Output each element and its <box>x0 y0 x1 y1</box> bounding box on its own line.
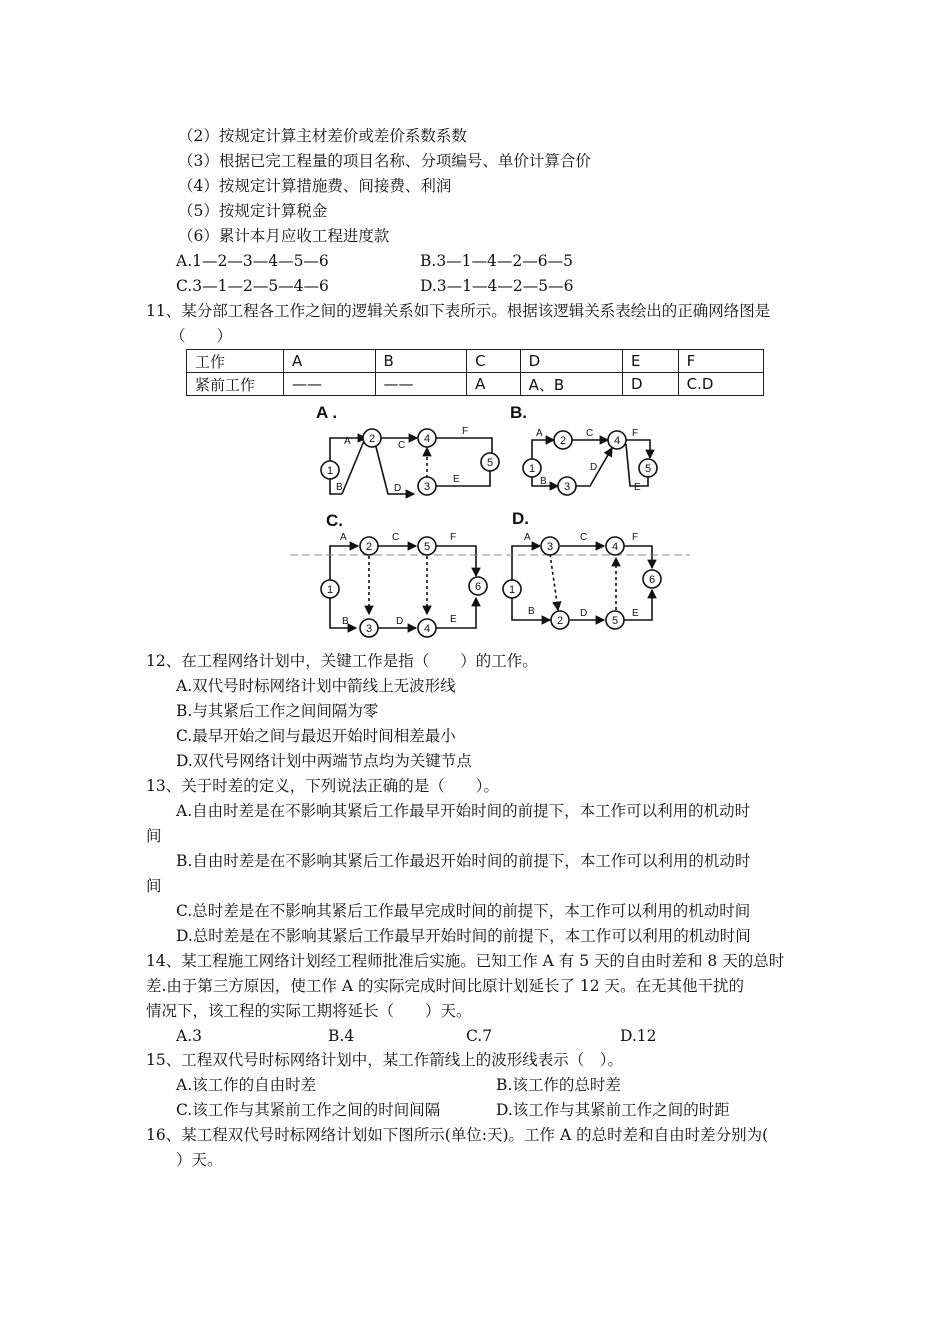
q12-option-d: D.双代号网络计划中两端节点均为关键节点 <box>176 752 472 770</box>
work-label: D <box>590 462 598 473</box>
work-label: E <box>450 614 457 625</box>
node-label: 3 <box>423 481 431 493</box>
table-cell: C.D <box>678 373 763 396</box>
option-b-label: B. <box>510 403 527 422</box>
work-label: C <box>392 532 400 543</box>
table-cell: —— <box>284 373 376 396</box>
q15-option-c: C.该工作与其紧前工作之间的时间间隔 <box>176 1101 441 1119</box>
work-label: D <box>580 608 588 619</box>
option-a-label: A . <box>316 403 338 422</box>
q14-option-b: B.4 <box>328 1027 355 1045</box>
q14-stem-2: 差.由于第三方原因，使工作 A 的实际完成时间比原计划延长了 12 天。在无其他干扰的 <box>146 977 745 995</box>
work-label: D <box>394 483 402 494</box>
q15-option-a: A.该工作的自由时差 <box>176 1076 317 1094</box>
work-label: C <box>398 440 406 451</box>
item-6: （6）累计本月应收工程进度款 <box>178 227 390 245</box>
table-cell: B <box>375 350 467 373</box>
q12-option-b: B.与其紧后工作之间间隔为零 <box>176 702 379 720</box>
table-cell: A <box>467 373 521 396</box>
node-label: 1 <box>508 584 516 596</box>
work-label: E <box>634 482 641 493</box>
node-label: 1 <box>326 465 334 477</box>
q14-option-d: D.12 <box>620 1027 657 1045</box>
work-label: A <box>340 532 347 543</box>
work-label: C <box>586 428 594 439</box>
node-label: 2 <box>365 541 373 553</box>
option-d-label: D. <box>512 509 529 528</box>
table-header: 紧前工作 <box>187 373 284 396</box>
item-3: （3）根据已完工程量的项目名称、分项编号、单价计算合价 <box>178 152 591 170</box>
work-label: C <box>580 532 588 543</box>
work-label: A <box>344 436 351 447</box>
table-cell: A、B <box>520 373 622 396</box>
q11-stem: 11、某分部工程各工作之间的逻辑关系如下表所示。根据该逻辑关系表绘出的正确网络图是 <box>146 302 771 320</box>
q13-option-c: C.总时差是在不影响其紧后工作最早完成时间的前提下，本工作可以利用的机动时间 <box>176 902 751 920</box>
q14-option-a: A.3 <box>176 1027 202 1045</box>
q15-option-d: D.该工作与其紧前工作之间的时距 <box>496 1101 730 1119</box>
q15-option-b: B.该工作的总时差 <box>496 1076 621 1094</box>
q13-option-a: A.自由时差是在不影响其紧后工作最早开始时间的前提下，本工作可以利用的机动时 <box>176 802 751 820</box>
q13-option-b: B.自由时差是在不影响其紧后工作最迟开始时间的前提下，本工作可以利用的机动时 <box>176 852 751 870</box>
work-label: B <box>540 476 547 487</box>
q10-option-d: D.3—1—4—2—5—6 <box>420 277 574 295</box>
work-label: B <box>336 482 343 493</box>
logic-table <box>186 349 764 396</box>
q13-option-a-cont: 间 <box>146 827 162 845</box>
node-label: 5 <box>423 541 431 553</box>
table-cell: D <box>520 350 622 373</box>
table-cell: E <box>623 350 679 373</box>
q12-option-a: A.双代号时标网络计划中箭线上无波形线 <box>176 677 456 695</box>
table-header: 工作 <box>187 350 284 373</box>
item-4: （4）按规定计算措施费、间接费、利润 <box>178 177 452 195</box>
node-label: 2 <box>556 615 564 627</box>
work-label: B <box>528 606 535 617</box>
node-label: 3 <box>546 541 554 553</box>
node-label: 5 <box>486 457 494 469</box>
q13-stem: 13、关于时差的定义，下列说法正确的是（ ）。 <box>146 777 499 795</box>
table-row <box>187 350 764 373</box>
node-label: 4 <box>613 435 621 447</box>
table-cell: C <box>467 350 521 373</box>
q10-option-b: B.3—1—4—2—6—5 <box>420 252 573 270</box>
node-label: 1 <box>326 584 334 596</box>
node-label: 5 <box>644 463 652 475</box>
q14-stem-3: 情况下，该工程的实际工期将延长（ ）天。 <box>146 1002 472 1020</box>
node-label: 6 <box>474 581 482 593</box>
work-label: D <box>396 616 404 627</box>
node-label: 3 <box>563 481 571 493</box>
work-label: F <box>462 426 469 437</box>
q11-blank: （ ） <box>170 327 233 345</box>
q12-option-c: C.最早开始之间与最迟开始时间相差最小 <box>176 727 456 745</box>
q10-option-c: C.3—1—2—5—4—6 <box>176 277 329 295</box>
q16-stem-1: 16、某工程双代号时标网络计划如下图所示(单位:天)。工作 A 的总时差和自由时差分别为( <box>146 1126 769 1144</box>
node-label: 2 <box>368 433 376 445</box>
table-cell: —— <box>375 373 467 396</box>
q14-option-c: C.7 <box>466 1027 493 1045</box>
work-label: F <box>450 532 457 543</box>
table-row <box>187 373 764 396</box>
item-5: （5）按规定计算税金 <box>178 202 328 220</box>
work-label: B <box>342 616 349 627</box>
item-2: （2）按规定计算主材差价或差价系数系数 <box>178 127 467 145</box>
node-label: 3 <box>365 623 373 635</box>
q14-stem-1: 14、某工程施工网络计划经工程师批准后实施。已知工作 A 有 5 天的自由时差和 8 天的总时 <box>146 952 785 970</box>
work-label: F <box>632 428 639 439</box>
q13-option-d: D.总时差是在不影响其紧后工作最早开始时间的前提下，本工作可以利用的机动时间 <box>176 927 751 945</box>
work-label: E <box>632 608 639 619</box>
work-label: A <box>536 428 543 439</box>
q16-stem-2: ）天。 <box>176 1151 223 1169</box>
table-cell: D <box>623 373 679 396</box>
q13-option-b-cont: 间 <box>146 877 162 895</box>
work-label: A <box>524 532 531 543</box>
q12-stem: 12、在工程网络计划中，关键工作是指（ ）的工作。 <box>146 652 538 670</box>
work-label: E <box>453 474 460 485</box>
q10-option-a: A.1—2—3—4—5—6 <box>176 252 329 270</box>
node-label: 4 <box>423 623 431 635</box>
node-label: 1 <box>528 463 536 475</box>
node-label: 2 <box>559 435 567 447</box>
node-label: 4 <box>611 541 619 553</box>
table-cell: F <box>678 350 763 373</box>
node-label: 4 <box>423 433 431 445</box>
node-label: 5 <box>611 615 619 627</box>
q15-stem: 15、工程双代号时标网络计划中，某工作箭线上的波形线表示（ ）。 <box>146 1051 623 1069</box>
option-c-label: C. <box>326 511 343 530</box>
node-label: 6 <box>648 574 656 586</box>
network-diagrams-figure <box>290 400 690 642</box>
work-label: F <box>632 532 639 543</box>
table-cell: A <box>284 350 376 373</box>
